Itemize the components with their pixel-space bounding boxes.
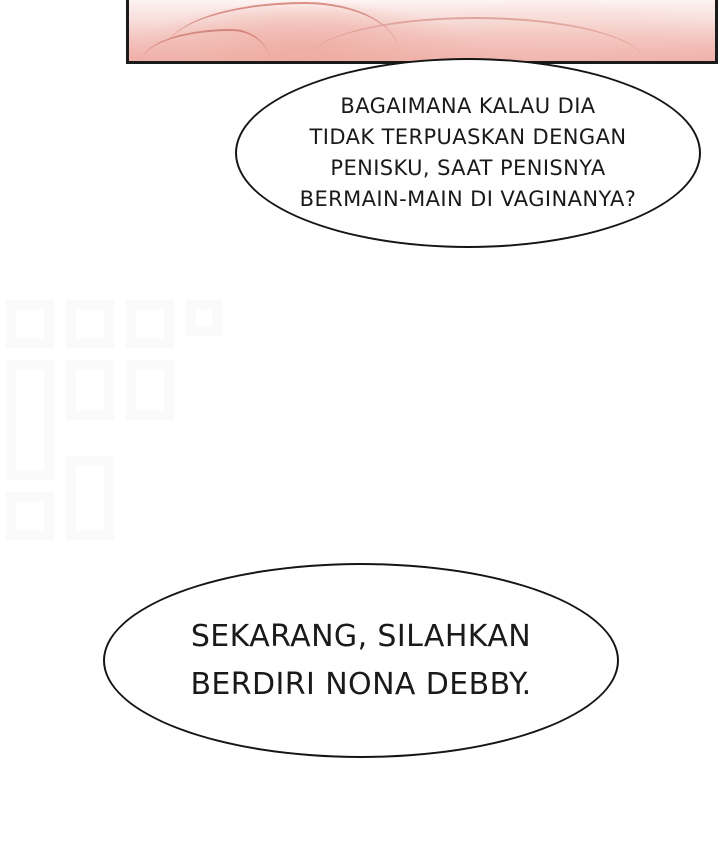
speech-bubble-question <box>235 58 701 248</box>
watermark-block <box>66 300 114 348</box>
bubble-line: SEKARANG, SILAHKAN <box>190 618 532 654</box>
watermark-block <box>66 456 114 540</box>
watermark-block <box>6 300 54 348</box>
speech-bubble-question-text <box>258 91 678 215</box>
speech-bubble-stand <box>103 563 619 758</box>
watermark-block <box>126 300 174 348</box>
watermark-block <box>6 360 54 480</box>
bubble-line: PENISKU, SAAT PENISNYA <box>330 156 606 180</box>
bubble-line: TIDAK TERPUASKAN DENGAN <box>309 125 627 149</box>
bubble-line: BERMAIN-MAIN DI VAGINANYA? <box>299 187 637 211</box>
watermark-block <box>66 360 114 420</box>
watermark-block <box>6 492 54 540</box>
bubble-line: BERDIRI NONA DEBBY. <box>190 666 532 702</box>
panel-artwork <box>129 0 715 61</box>
art-shading <box>129 20 715 61</box>
speech-bubble-stand-text <box>131 613 591 709</box>
watermark-block <box>126 360 174 420</box>
bubble-line: BAGAIMANA KALAU DIA <box>340 94 596 118</box>
watermark-block <box>186 300 222 336</box>
top-artwork-panel <box>126 0 718 64</box>
